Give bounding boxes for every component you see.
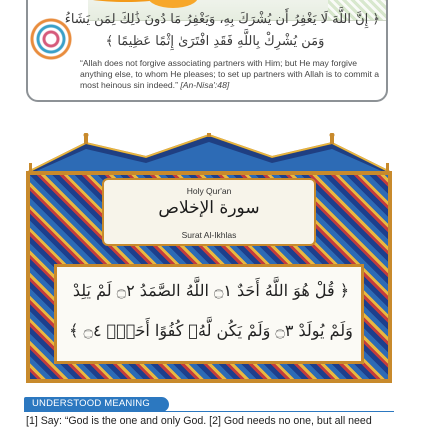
meaning-header	[24, 397, 169, 412]
surah-text-panel	[54, 264, 364, 364]
meaning-divider	[24, 411, 394, 412]
verse-arabic-line-1: ﴿ إِنَّ اللَّهَ لَا يَغْفِرُ أَن يُشْرَكَ بِهِ، وَيَغْفِرُ مَا دُونَ ذَٰلِكَ لِمَن يَشَاءُ	[64, 12, 380, 27]
verse-arabic-line-2: وَمَن يُشْرِكْ بِاللَّهِ فَقَدِ افْتَرَىٰ إِثْمًا عَظِيمًا ﴾	[105, 34, 325, 49]
verse-reference: [An-Nisa':48]	[180, 80, 230, 91]
surah-frame	[26, 133, 392, 383]
surah-line-2: وَلَمْ يُولَدْ ۝٣ وَلَمْ يَكُن لَّهُۥ كُفُوًا أَحَدٌۢ ۝٤ ﴾	[69, 321, 353, 340]
verse-card	[26, 0, 388, 102]
meaning-header-label: UNDERSTOOD MEANING	[32, 398, 150, 409]
meaning-text: [1] Say: “God is the one and only God. [2] God needs no one, but all need	[26, 415, 372, 427]
holy-quran-label: Holy Qur'an	[186, 186, 232, 196]
surah-line-1: ﴿ قُلْ هُوَ اللَّهُ أَحَدٌ ۝١ اللَّهُ الصَّمَدُ ۝٢ لَمْ يَلِدْ	[72, 281, 350, 300]
surah-transliteration: Surat Al-Ikhlas	[181, 230, 237, 240]
surah-arabic-title: سورة الإخلاص	[158, 198, 260, 218]
verse-translation	[80, 58, 386, 92]
translation-text: “Allah does not forgive associating partners with Him; but He may forgive anything else, to whom He pleases; to set up partners with Allah is to commit a most heinous sin indeed.”	[80, 58, 380, 91]
surah-title-panel	[102, 178, 316, 246]
